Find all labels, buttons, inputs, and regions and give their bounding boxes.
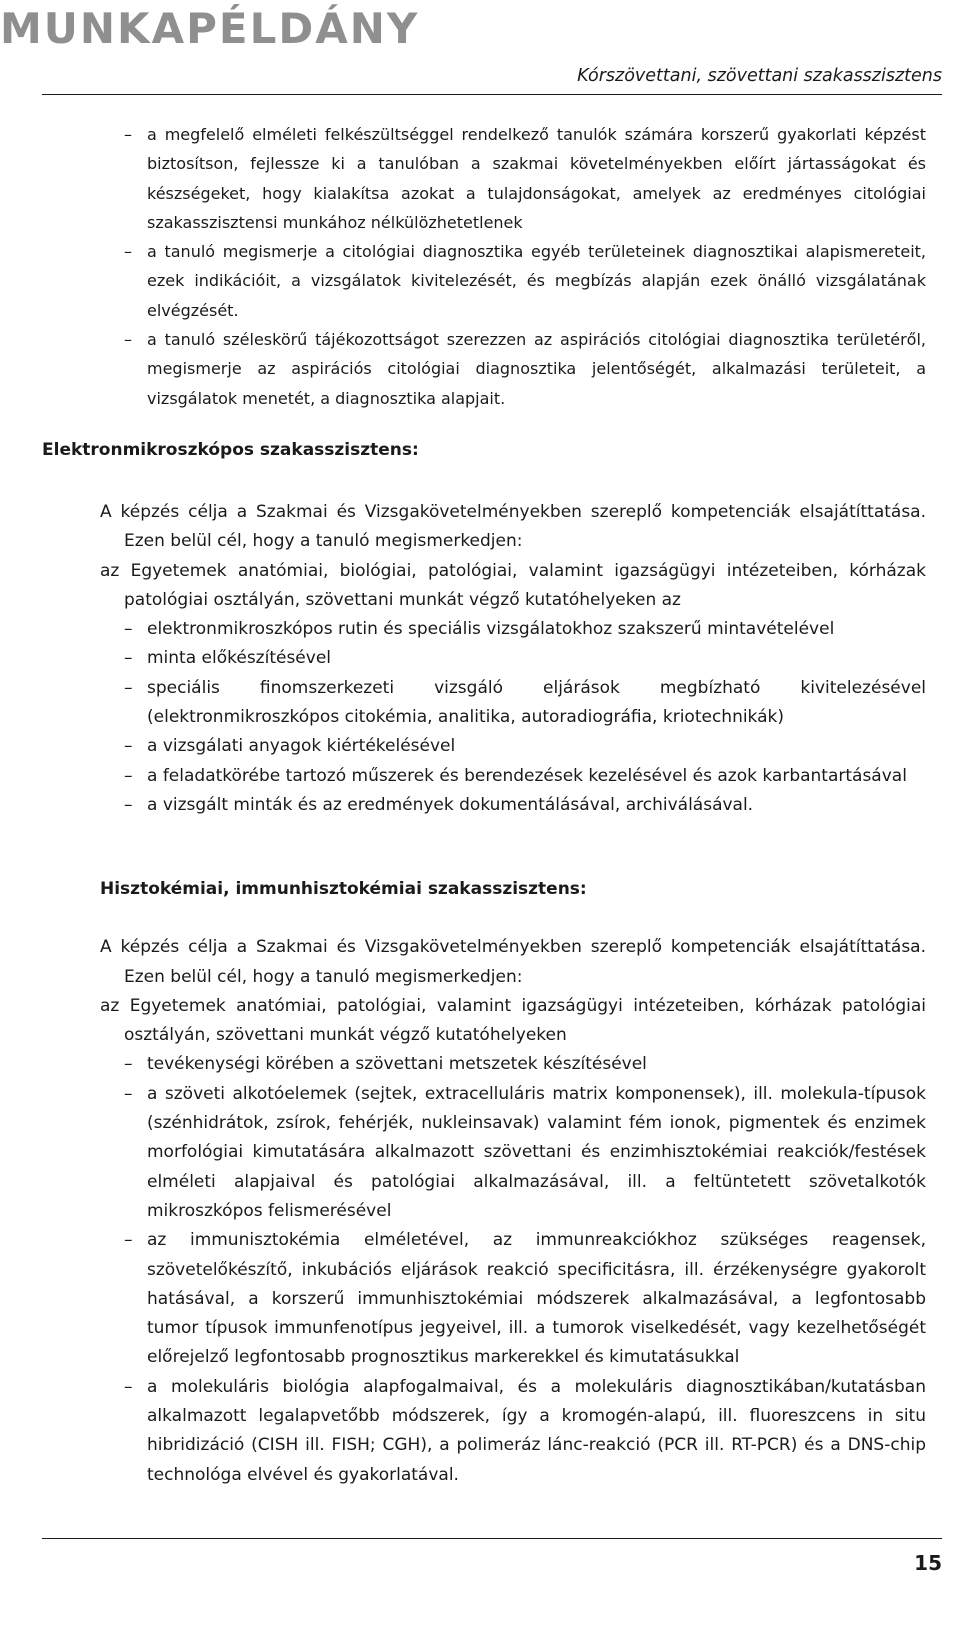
list-item: – a feladatkörébe tartozó műszerek és berendezések kezelésével és azok karbantartásával xyxy=(100,762,926,791)
section-context: az Egyetemek anatómiai, patológiai, valamint igazságügyi intézeteiben, kórházak patológiai osztályán, szövettani munkát végző kutatóhelyeken xyxy=(100,995,926,1046)
page-number: 15 xyxy=(914,1551,942,1575)
list-item: – tevékenységi körében a szövettani metszetek készítésével xyxy=(100,1050,926,1079)
section-goal: A képzés célja a Szakmai és Vizsgakövetelményekben szereplő kompetenciák elsajátíttatása. Ezen belül cél, hogy a tanuló megismerkedjen: xyxy=(100,502,926,552)
section-histo-list xyxy=(100,1050,926,1489)
intro-section xyxy=(100,120,926,413)
list-item: – a molekuláris biológia alapfogalmaival, és a molekuláris diagnosztikában/kutatásban alkalmazott legalapvetőbb módszerek, így a kromogén-alapú, ill. fluoreszcens in situ hibridizáció (CISH ill. FISH; CGH), a polimeráz lánc-reakció (PCR ill. RT-PCR) és a DNS-chip technológa elvével és gyakorlatával. xyxy=(100,1373,926,1490)
list-item: – a tanuló széleskörű tájékozottságot szerezzen az aspirációs citológiai diagnosztika területéről, megismerje az aspirációs citológiai diagnosztika jelentőségét, alkalmazási területeit, a vizsgálatok menetét, a diagnosztika alapjait. xyxy=(100,325,926,413)
section-goal: A képzés célja a Szakmai és Vizsgakövetelményekben szereplő kompetenciák elsajátíttatása. Ezen belül cél, hogy a tanuló megismerkedjen: xyxy=(100,937,926,987)
section-em xyxy=(100,498,926,820)
footer-rule xyxy=(42,1538,942,1539)
section-heading-histo: Hisztokémiai, immunhisztokémiai szakasszisztens: xyxy=(100,879,587,899)
section-em-list xyxy=(100,615,926,820)
list-item: – elektronmikroszkópos rutin és speciális vizsgálatokhoz szakszerű mintavételével xyxy=(100,615,926,644)
intro-list xyxy=(100,120,926,413)
watermark-label: MUNKAPÉLDÁNY xyxy=(0,4,420,53)
list-item: – a szöveti alkotóelemek (sejtek, extracelluláris matrix komponensek), ill. molekula-típusok (szénhidrátok, zsírok, fehérjék, nukleinsavak) valamint fém ionok, pigmentek és enzimek morfológiai kimutatására alkalmazott szövettani és enzimhisztokémiai reakciók/festések elméleti alapjaival és patológiai alkalmazásával, ill. a feltüntetett szövetalkotók mikroszkópos felismerésével xyxy=(100,1080,926,1226)
list-item: – minta előkészítésével xyxy=(100,644,926,673)
list-item: – speciális finomszerkezeti vizsgáló eljárások megbízható kivitelezésével (elektronmikroszkópos citokémia, analitika, autoradiográfia, kriotechnikák) xyxy=(100,674,926,733)
list-item: – az immunisztokémia elméletével, az immunreakciókhoz szükséges reagensek, szövetelőkészítő, inkubációs eljárások reakció specificitásra, ill. érzékenységre gyakorolt hatásával, a korszerű immunhisztokémiai módszerek alkalmazásával, a legfontosabb tumor típusok immunfenotípus jegyeivel, ill. a tumorok viselkedését, vagy kezelhetőségét előrejelző legfontosabb prognosztikus markerekkel és kimutatásukkal xyxy=(100,1226,926,1372)
list-item: – a tanuló megismerje a citológiai diagnosztika egyéb területeinek diagnosztikai alapismereteit, ezek indikációit, a vizsgálatok kivitelezését, és megbízás alapján ezek önálló vizsgálatának elvégzését. xyxy=(100,237,926,325)
section-heading-em: Elektronmikroszkópos szakasszisztens: xyxy=(42,440,419,460)
list-item: – a megfelelő elméleti felkészültséggel rendelkező tanulók számára korszerű gyakorlati képzést biztosítson, fejlessze ki a tanulóban a szakmai követelményekben előírt jártasságokat és készségeket, hogy kialakítsa azokat a tulajdonságokat, amelyek az eredményes citológiai szakasszisztensi munkához nélkülözhetetlenek xyxy=(100,120,926,237)
section-context: az Egyetemek anatómiai, biológiai, patológiai, valamint igazságügyi intézeteiben, kórházak patológiai osztályán, szövettani munkát végző kutatóhelyeken az xyxy=(100,560,926,610)
running-title: Kórszövettani, szövettani szakasszisztens xyxy=(577,66,942,86)
section-histo xyxy=(100,875,926,1490)
header-rule xyxy=(42,94,942,95)
list-item: – a vizsgált minták és az eredmények dokumentálásával, archiválásával. xyxy=(100,791,926,820)
list-item: – a vizsgálati anyagok kiértékelésével xyxy=(100,732,926,761)
